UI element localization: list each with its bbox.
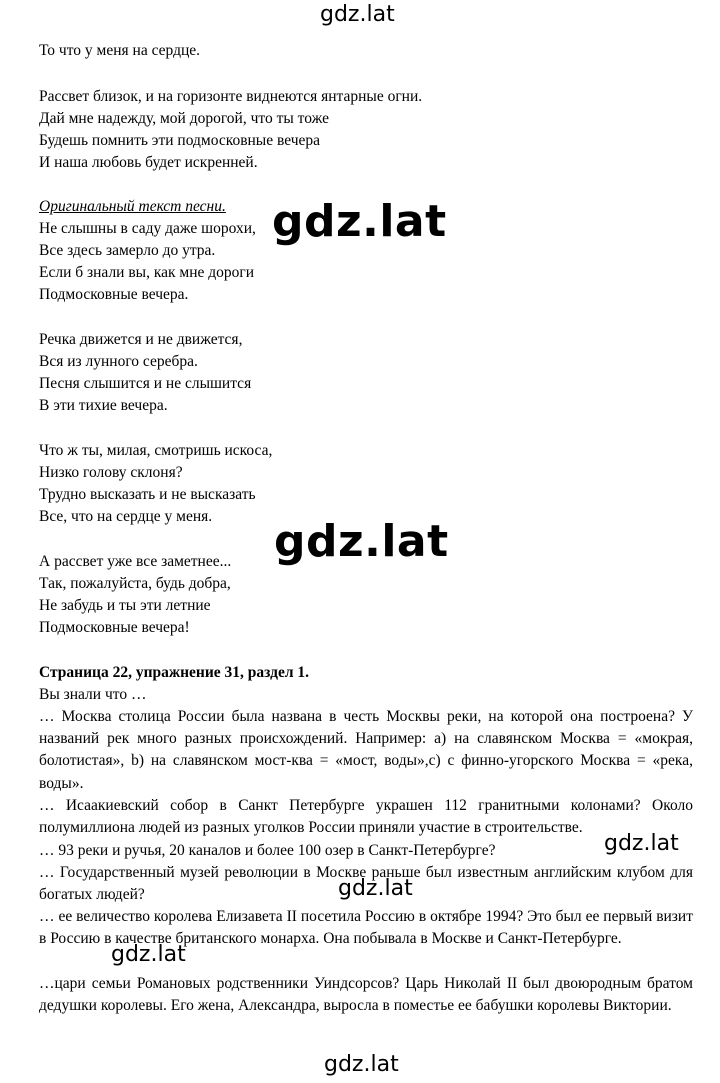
song-line: Подмосковные вечера. — [39, 286, 189, 303]
song-line: Не слышны в саду даже шорохи, — [39, 220, 256, 237]
song-line: Не забудь и ты эти летние — [39, 597, 211, 614]
song-line: Речка движется и не движется, — [39, 331, 243, 348]
song-line: Вся из лунного серебра. — [39, 353, 198, 370]
watermark-left: gdz.lat — [111, 942, 186, 967]
fact-paragraph: … 93 реки и ручья, 20 каналов и более 100 озер в Санкт-Петербурге? — [39, 842, 496, 859]
verse-line: Будешь помнить эти подмосковные вечера — [39, 132, 321, 149]
watermark-right: gdz.lat — [604, 831, 679, 856]
fact-paragraph: …цари семьи Романовых родственники Уиндсорсов? Царь Николай II был двоюродным братом дедушки королевы. Его жена, Александра, выросла в поместье ее бабушки королевы Виктории. — [39, 975, 693, 1015]
song-line: Подмосковные вечера! — [39, 619, 190, 636]
song-line: Низко голову склоня? — [39, 464, 183, 481]
fact-paragraph: … Исаакиевский собор в Санкт Петербурге украшен 112 гранитными колонами? Около полумиллиона людей из разных уголков России приняли участие в строительстве. — [39, 797, 693, 837]
watermark-large-2: gdz.lat — [274, 516, 449, 567]
song-line: А рассвет уже все заметнее... — [39, 553, 232, 570]
song-line: Так, пожалуйста, будь добра, — [39, 575, 231, 592]
watermark-middle: gdz.lat — [338, 876, 413, 901]
exercise-heading: Страница 22, упражнение 31, раздел 1. — [39, 664, 310, 681]
watermark-bottom: gdz.lat — [324, 1052, 399, 1077]
poem-line: То что у меня на сердце. — [39, 42, 201, 59]
song-line: Что ж ты, милая, смотришь искоса, — [39, 442, 273, 459]
song-line: Если б знали вы, как мне дороги — [39, 264, 255, 281]
song-line: Трудно высказать и не высказать — [39, 486, 256, 503]
fact-paragraph: … Государственный музей революции в Москве раньше был известным английским клубом для богатых людей? — [39, 864, 693, 904]
verse-line: Рассвет близок, и на горизонте виднеются янтарные огни. — [39, 88, 423, 105]
watermark-top: gdz.lat — [320, 2, 395, 27]
song-line: Песня слышится и не слышится — [39, 375, 252, 392]
verse-line: И наша любовь будет искренней. — [39, 154, 258, 171]
fact-paragraph: … Москва столица России была названа в честь Москвы реки, на которой она построена? У названий рек много разных происхождений. Например: a) на славянском Москва = «мокрая, болотистая», b) на славянском мост-ква = «мост, воды»,c) с финно-угорского Москва = «река, воды». — [39, 708, 693, 792]
watermark-large-1: gdz.lat — [272, 196, 447, 247]
song-line: Все, что на сердце у меня. — [39, 508, 213, 525]
song-line: Все здесь замерло до утра. — [39, 242, 216, 259]
song-line: В эти тихие вечера. — [39, 397, 168, 414]
exercise-intro: Вы знали что … — [39, 686, 147, 703]
verse-line: Дай мне надежду, мой дорогой, что ты тоже — [39, 110, 329, 127]
original-text-heading: Оригинальный текст песни. — [39, 198, 226, 215]
fact-paragraph: … ее величество королева Елизавета II посетила Россию в октябре 1994? Это был ее первый визит в Россию в качестве британского монарха. Она побывала в Москве и Санкт-Петербурге. — [39, 908, 693, 948]
